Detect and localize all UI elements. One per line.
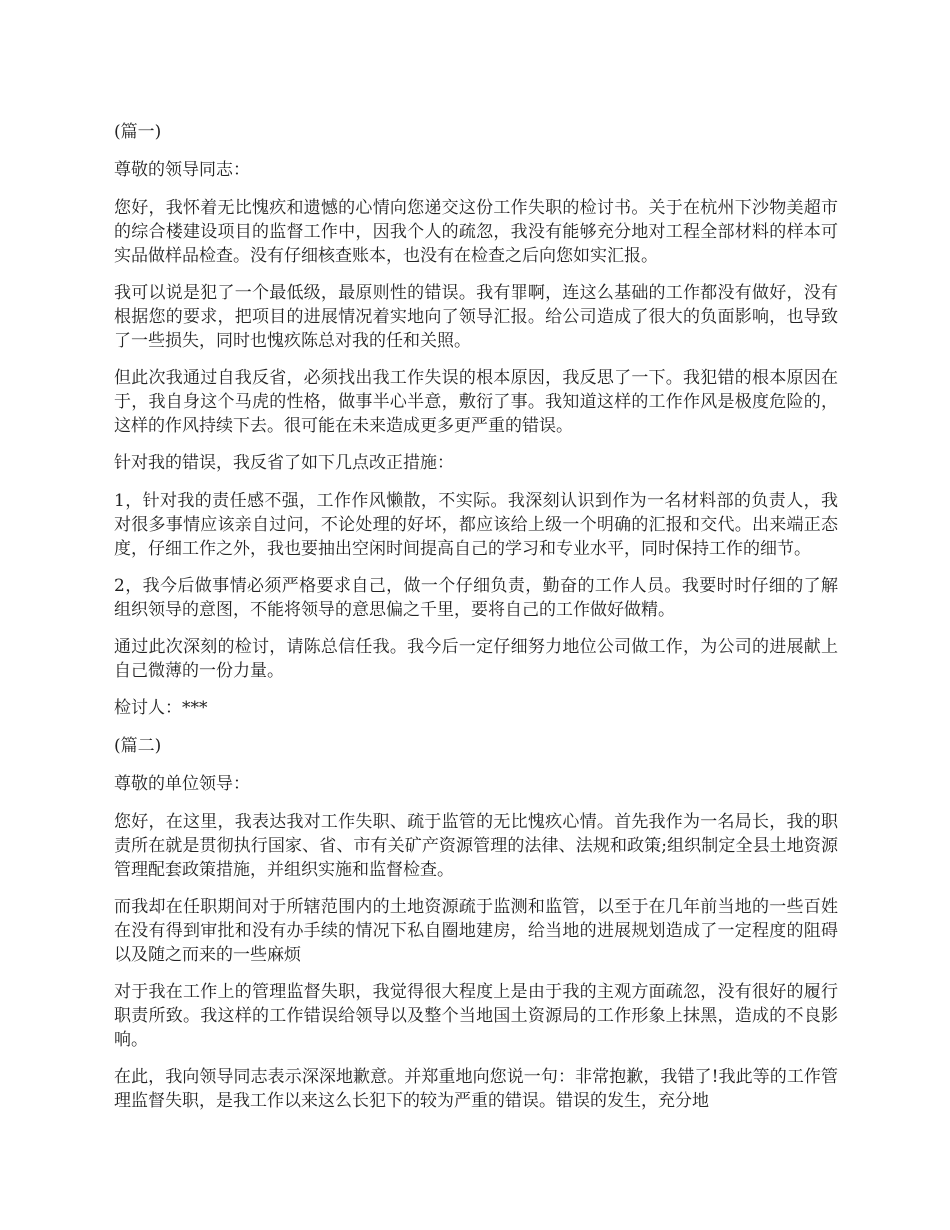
section-heading: (篇二) <box>114 736 162 756</box>
paragraph: 您好，我怀着无比愧疚和遗憾的心情向您递交这份工作失职的检讨书。关于在杭州下沙物美超市的综合楼建设项目的监督工作中，因我个人的疏忽，我没有能够充分地对工程全部材料的样本可实品做样品检查。没有仔细核查账本，也没有在检查之后向您如实汇报。 <box>114 198 838 266</box>
paragraph: 对于我在工作上的管理监督失职，我觉得很大程度上是由于我的主观方面疏忽，没有很好的履行职责所致。我这样的工作错误给领导以及整个当地国土资源局的工作形象上抹黑，造成的不良影响。 <box>114 982 838 1050</box>
section-heading: (篇一) <box>114 122 162 142</box>
document-body <box>114 120 838 1126</box>
signature-line: 检讨人：*** <box>114 698 208 718</box>
list-item: 1，针对我的责任感不强，工作作风懒散，不实际。我深刻认识到作为一名材料部的负责人，我对很多事情应该亲自过问，不论处理的好坏，都应该给上级一个明确的汇报和交代。出来端正态度，仔细工作之外，我也要抽出空闲时间提高自己的学习和专业水平，同时保持工作的细节。 <box>114 491 838 559</box>
paragraph: 但此次我通过自我反省，必须找出我工作失误的根本原因，我反思了一下。我犯错的根本原因在于，我自身这个马虎的性格，做事半心半意，敷衍了事。我知道这样的工作作风是极度危险的，这样的作风持续下去。很可能在未来造成更多更严重的错误。 <box>114 368 838 436</box>
paragraph: 我可以说是犯了一个最低级，最原则性的错误。我有罪啊，连这么基础的工作都没有做好，没有根据您的要求，把项目的进展情况着实地向了领导汇报。给公司造成了很大的负面影响，也导致了一些损失，同时也愧疚陈总对我的任和关照。 <box>114 283 838 351</box>
list-item: 2，我今后做事情必须严格要求自己，做一个仔细负责，勤奋的工作人员。我要时时仔细的了解组织领导的意图，不能将领导的意思偏之千里，要将自己的工作做好做精。 <box>114 576 838 620</box>
paragraph: 针对我的错误，我反省了如下几点改正措施： <box>114 453 454 473</box>
salutation: 尊敬的领导同志： <box>114 160 250 180</box>
paragraph: 在此，我向领导同志表示深深地歉意。并郑重地向您说一句：非常抱歉，我错了!我此等的工作管理监督失职，是我工作以来这么长犯下的较为严重的错误。错误的发生，充分地 <box>114 1067 838 1111</box>
paragraph: 而我却在任职期间对于所辖范围内的土地资源疏于监测和监管，以至于在几年前当地的一些百姓在没有得到审批和没有办手续的情况下私自圈地建房，给当地的进展规划造成了一定程度的阻碍以及随之而来的一些麻烦 <box>114 897 838 965</box>
salutation: 尊敬的单位领导： <box>114 774 250 794</box>
paragraph: 通过此次深刻的检讨，请陈总信任我。我今后一定仔细努力地位公司做工作，为公司的进展献上自己微薄的一份力量。 <box>114 637 838 681</box>
paragraph: 您好，在这里，我表达我对工作失职、疏于监管的无比愧疚心情。首先我作为一名局长，我的职责所在就是贯彻执行国家、省、市有关矿产资源管理的法律、法规和政策;组织制定全县土地资源管理配套政策措施，并组织实施和监督检查。 <box>114 812 838 880</box>
